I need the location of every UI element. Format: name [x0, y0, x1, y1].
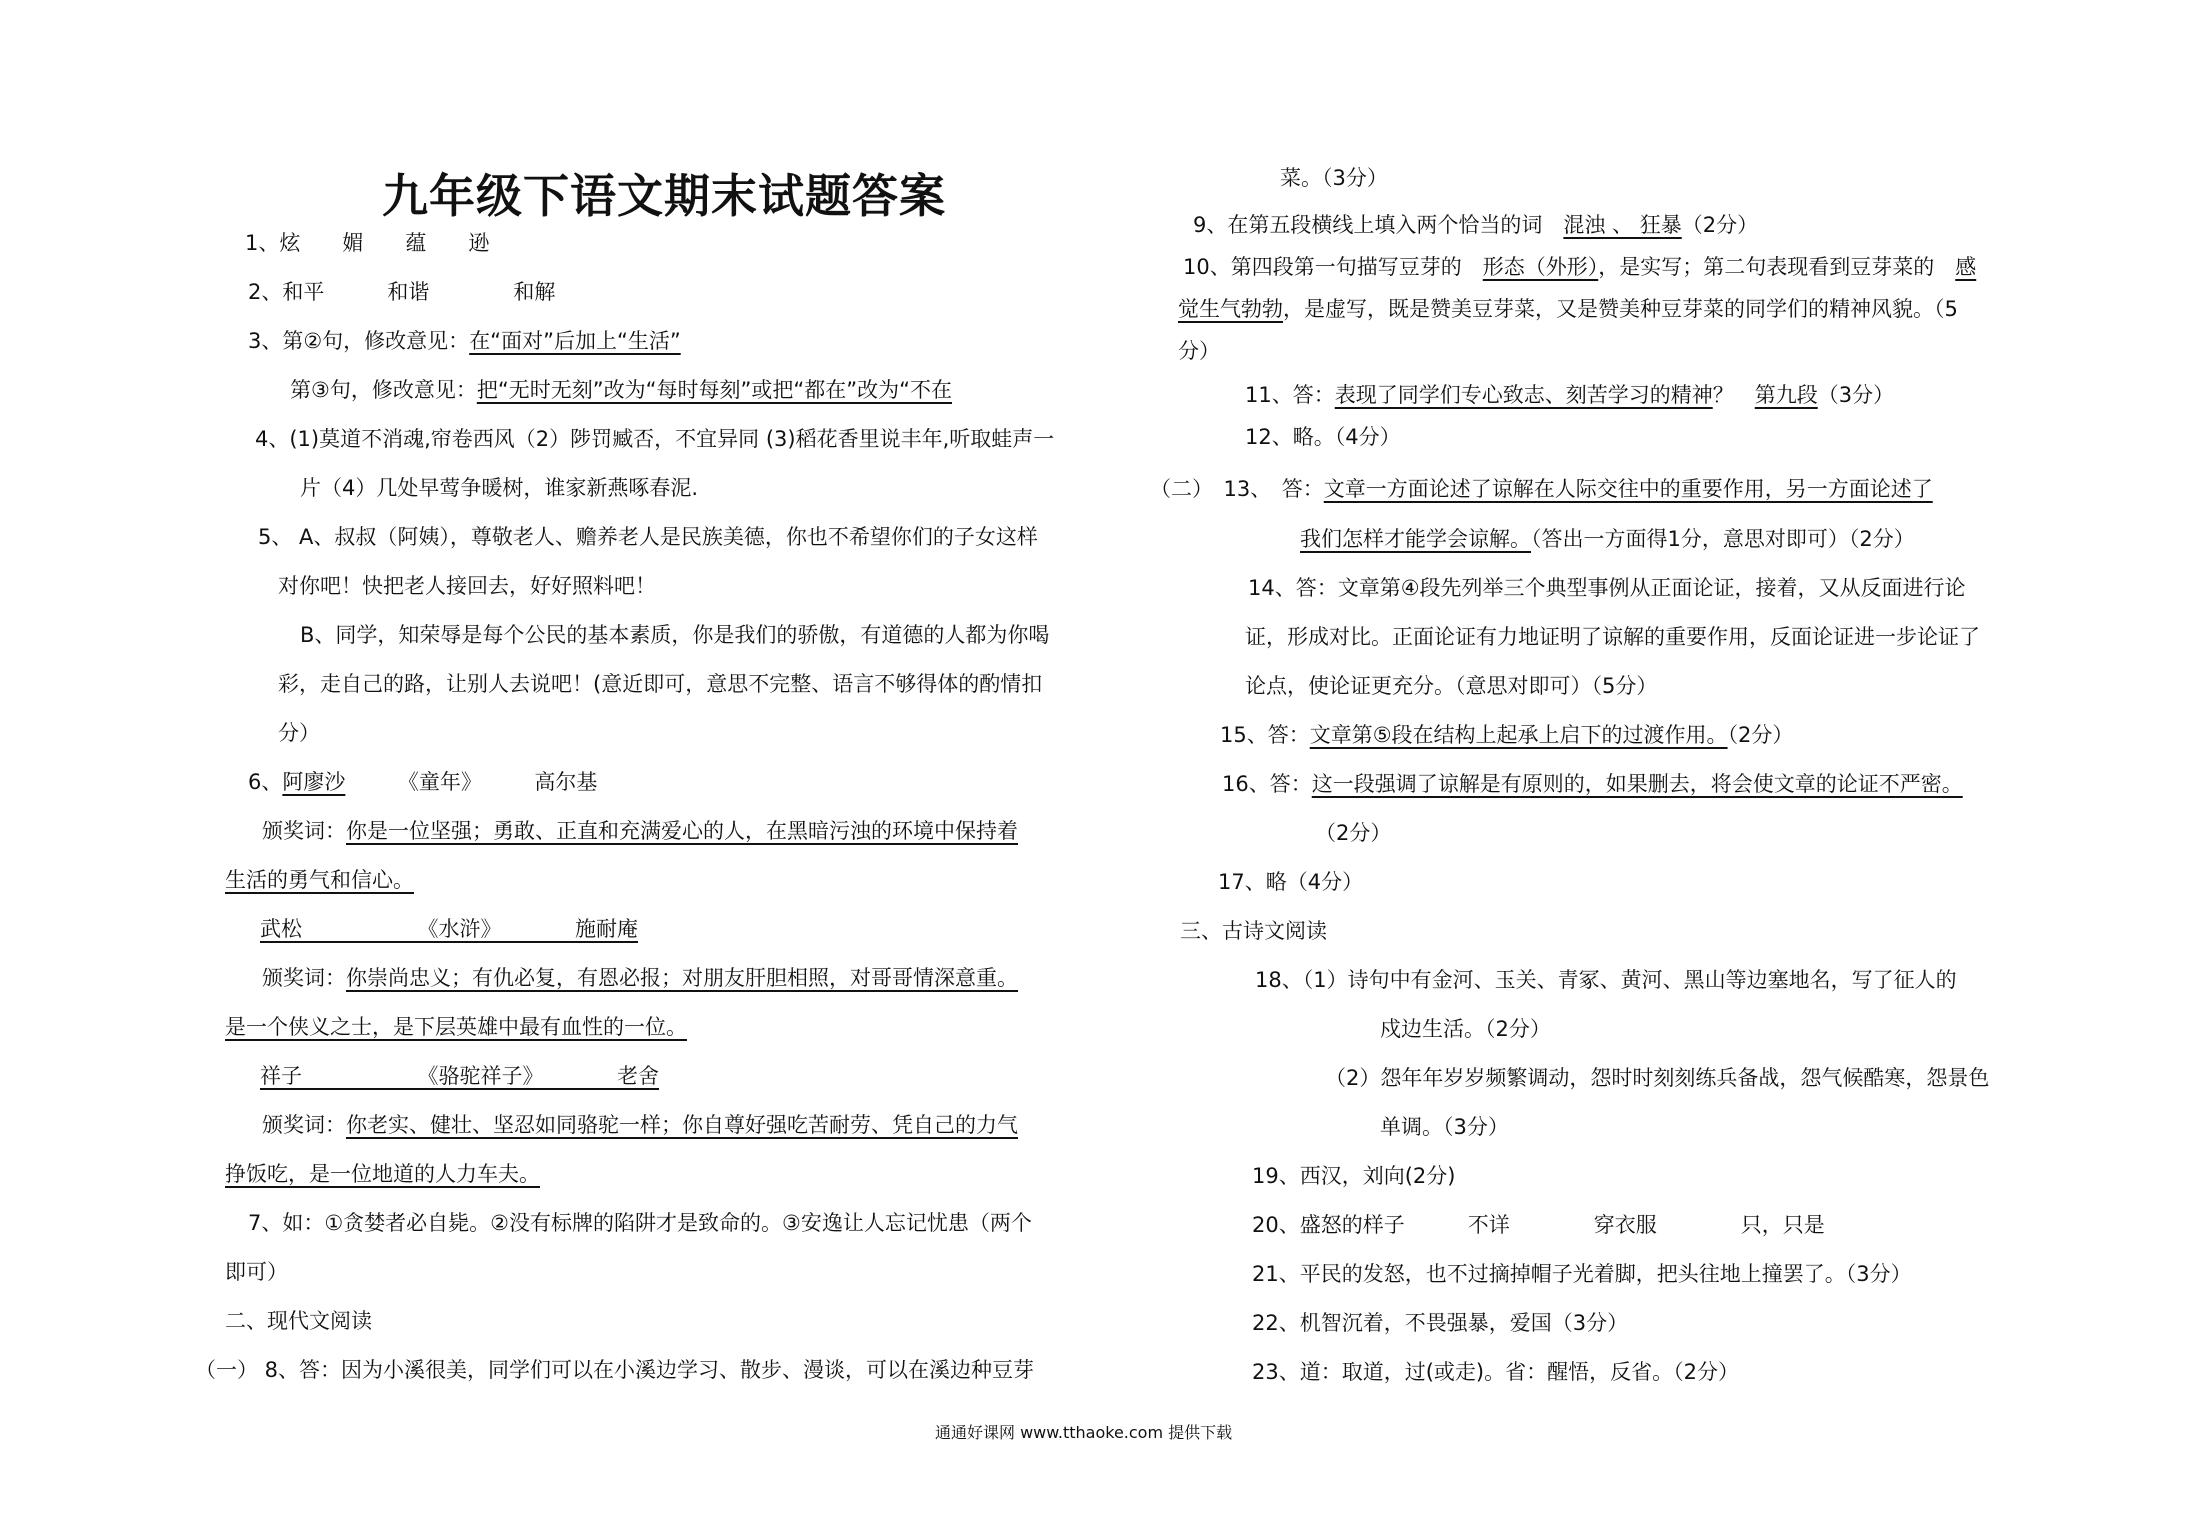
- answer-text: （3分）: [1817, 383, 1895, 407]
- answer-line: [1300, 526, 1915, 552]
- answer-text: 颁奖词：: [262, 966, 346, 990]
- underlined-answer: 表现了同学们专心致志、刻苦学习的精神: [1334, 383, 1713, 407]
- answer-line: [1220, 722, 1793, 748]
- answer-line: （一） 8、答：因为小溪很美，同学们可以在小溪边学习、散步、漫谈，可以在溪边种豆芽: [195, 1358, 1035, 1382]
- answer-line: 2、和平 和谐 和解: [248, 280, 556, 304]
- section-heading: 三、古诗文阅读: [1180, 919, 1327, 943]
- answer-line: 菜。（3分）: [1280, 166, 1388, 190]
- page-footer: 通通好课网 www.tthaoke.com 提供下载: [935, 1423, 1233, 1442]
- underlined-answer: 这一段强调了谅解是有原则的，如果删去，将会使文章的论证不严密。: [1311, 772, 1963, 796]
- underlined-answer: 是一个侠义之士，是下层英雄中最有血性的一位。: [225, 1015, 687, 1039]
- answer-line: 单调。（3分）: [1380, 1115, 1509, 1139]
- answer-text: 颁奖词：: [262, 1113, 346, 1137]
- underlined-answer: 挣饭吃，是一位地道的人力车夫。: [225, 1162, 540, 1186]
- answer-line: [248, 328, 681, 354]
- answer-line: 彩，走自己的路，让别人去说吧！(意近即可，意思不完整、语言不够得体的酌情扣: [278, 672, 1043, 696]
- answer-text: 10、第四段第一句描写豆芽的: [1183, 255, 1483, 279]
- section-heading: 二、现代文阅读: [225, 1309, 372, 1333]
- answer-line: 分）: [1178, 339, 1220, 363]
- answer-line: 17、略（4分）: [1218, 870, 1364, 894]
- answer-line: [225, 1014, 687, 1040]
- answer-line: [262, 1112, 1018, 1138]
- underlined-answer: 觉生气勃勃: [1178, 297, 1283, 321]
- answer-line: [1150, 476, 1933, 502]
- answer-line: 1、炫 媚 蕴 逊: [245, 231, 490, 255]
- answer-line: （2分）: [1315, 821, 1392, 845]
- answer-line: 片（4）几处早莺争暖树，谁家新燕啄春泥.: [300, 476, 699, 500]
- answer-text: （2分）: [1681, 213, 1759, 237]
- underlined-answer: 生活的勇气和信心。: [225, 868, 414, 892]
- answer-line: 23、道：取道，过(或走)。省：醒悟，反省。（2分）: [1252, 1360, 1739, 1384]
- answer-line: 22、机智沉着，不畏强暴，爱国（3分）: [1252, 1311, 1629, 1335]
- answer-text: （2分）: [1727, 723, 1794, 747]
- underlined-answer: 混浊 、 狂暴: [1563, 213, 1682, 237]
- answer-line: [1193, 212, 1758, 238]
- answer-line: 18、（1）诗句中有金河、玉关、青冢、黄河、黑山等边塞地名，写了征人的: [1255, 968, 1957, 992]
- answer-line: 20、盛怒的样子 不详 穿衣服 只，只是: [1252, 1213, 1825, 1237]
- answer-line: 5、 A、叔叔（阿姨），尊敬老人、赡养老人是民族美德，你也不希望你们的子女这样: [258, 525, 1038, 549]
- answer-text: 16、答：: [1222, 772, 1312, 796]
- underlined-answer: 阿廖沙: [282, 770, 346, 794]
- underlined-answer: 在“面对”后加上“生活”: [469, 329, 681, 353]
- answer-line: 论点，使论证更充分。（意思对即可）（5分）: [1245, 674, 1658, 698]
- answer-line: [262, 818, 1018, 844]
- answer-text: ，是虚写，既是赞美豆芽菜，又是赞美种豆芽菜的同学们的精神风貌。（5: [1283, 297, 1958, 321]
- answer-line: [260, 916, 638, 942]
- answer-text: 6、: [248, 770, 283, 794]
- underlined-answer: 感: [1955, 255, 1977, 279]
- answer-line: [290, 377, 952, 403]
- underlined-answer: 形态（外形）: [1482, 255, 1599, 279]
- answer-line: 证，形成对比。正面论证有力地证明了谅解的重要作用，反面论证进一步论证了: [1245, 625, 1980, 649]
- answer-text: （答出一方面得1分，意思对即可）（2分）: [1531, 527, 1915, 551]
- underlined-answer: 把“无时无刻”改为“每时每刻”或把“都在”改为“不在: [476, 378, 952, 402]
- answer-line: B、同学，知荣辱是每个公民的基本素质，你是我们的骄傲，有道德的人都为你喝: [300, 623, 1050, 647]
- answer-text: 3、第②句，修改意见：: [248, 329, 470, 353]
- underlined-answer: 祥子 《骆驼祥子》 老舍: [260, 1064, 659, 1088]
- answer-line: 戍边生活。（2分）: [1380, 1017, 1551, 1041]
- answer-line: 19、西汉，刘向(2分): [1252, 1164, 1456, 1188]
- underlined-answer: 你老实、健壮、坚忍如同骆驼一样；你自尊好强吃苦耐劳、凭自己的力气: [346, 1113, 1018, 1137]
- answer-line: 对你吧！快把老人接回去，好好照料吧！: [278, 574, 656, 598]
- answer-line: 4、(1)莫道不消魂,帘卷西风（2）陟罚臧否，不宜异同 (3)稻花香里说丰年,听取蛙声一: [255, 427, 1055, 451]
- underlined-answer: 文章第⑤段在结构上起承上启下的过渡作用。: [1309, 723, 1728, 747]
- underlined-answer: 第九段: [1754, 383, 1818, 407]
- underlined-answer: 你是一位坚强；勇敢、正直和充满爱心的人，在黑暗污浊的环境中保持着: [346, 819, 1018, 843]
- answer-line: [1178, 296, 1958, 322]
- underlined-answer: 文章一方面论述了谅解在人际交往中的重要作用，另一方面论述了: [1323, 477, 1933, 501]
- answer-line: 21、平民的发怒，也不过摘掉帽子光着脚，把头往地上撞罢了。（3分）: [1252, 1262, 1912, 1286]
- answer-line: 分）: [278, 721, 320, 745]
- answer-line: [1222, 771, 1963, 797]
- answer-line: （2）怨年年岁岁频繁调动，怨时时刻刻练兵备战，怨气候酷寒，怨景色: [1325, 1066, 1990, 1090]
- underlined-answer: 你崇尚忠义；有仇必复，有恩必报；对朋友肝胆相照，对哥哥情深意重。: [346, 966, 1018, 990]
- page-title: 九年级下语文期末试题答案: [382, 169, 946, 223]
- answer-line: [225, 867, 414, 893]
- answer-line: [262, 965, 1018, 991]
- underlined-answer: 武松 《水浒》 施耐庵: [260, 917, 638, 941]
- answer-line: [1183, 254, 1976, 280]
- answer-text: 11、答：: [1245, 383, 1335, 407]
- underlined-answer: 我们怎样才能学会谅解。: [1300, 527, 1531, 551]
- answer-text: ？: [1712, 383, 1755, 407]
- answer-line: [225, 1161, 540, 1187]
- answer-line: 14、答：文章第④段先列举三个典型事例从正面论证，接着，又从反面进行论: [1248, 576, 1966, 600]
- answer-line: [260, 1063, 659, 1089]
- answer-line: [1245, 382, 1894, 408]
- answer-text: 9、在第五段横线上填入两个恰当的词: [1193, 213, 1564, 237]
- answer-line: 12、略。（4分）: [1245, 425, 1401, 449]
- answer-text: 第③句，修改意见：: [290, 378, 477, 402]
- answer-line: 7、如：①贪婪者必自毙。②没有标牌的陷阱才是致命的。③安逸让人忘记忧患（两个: [248, 1211, 1032, 1235]
- answer-text: ，是实写；第二句表现看到豆芽菜的: [1598, 255, 1956, 279]
- answer-text: （二） 13、 答：: [1150, 477, 1324, 501]
- answer-line: 即可）: [225, 1260, 288, 1284]
- answer-text: 颁奖词：: [262, 819, 346, 843]
- answer-text: 15、答：: [1220, 723, 1310, 747]
- answer-line: [248, 769, 597, 795]
- answer-text: 《童年》 高尔基: [345, 770, 598, 794]
